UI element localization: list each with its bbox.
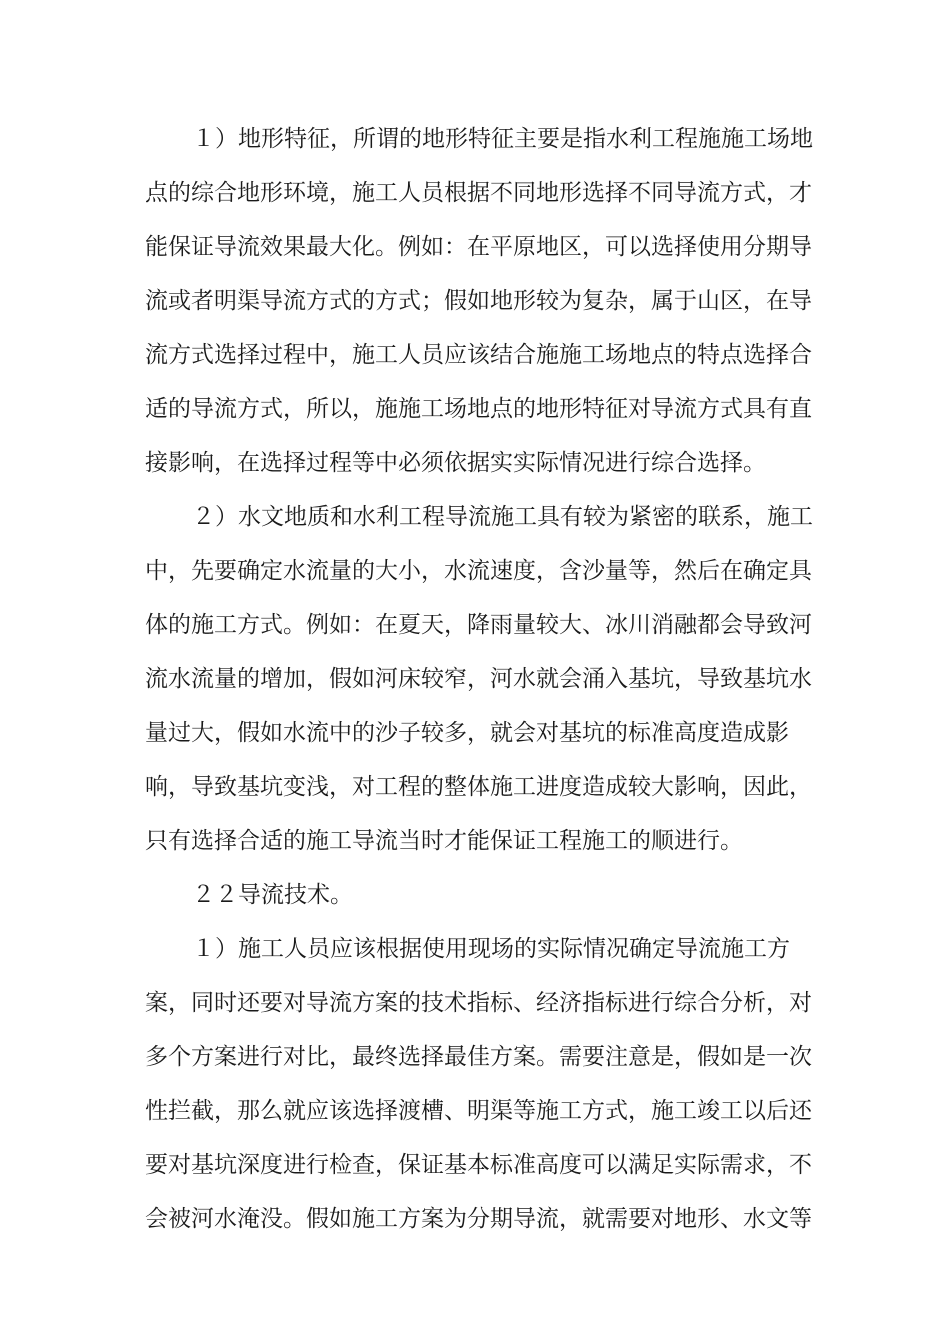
paragraph-1-line-7: 接影响，在选择过程等中必须依据实实际情况进行综合选择。 bbox=[145, 450, 766, 476]
paragraph-3-line-2: 案，同时还要对导流方案的技术指标、经济指标进行综合分析，对 bbox=[145, 990, 812, 1016]
paragraph-2-line-3: 体的施工方式。例如：在夏天，降雨量较大、冰川消融都会导致河 bbox=[145, 612, 812, 638]
paragraph-3-line-1: １）施工人员应该根据使用现场的实际情况确定导流施工方 bbox=[192, 936, 790, 962]
paragraph-1-line-5: 流方式选择过程中，施工人员应该结合施施工场地点的特点选择合 bbox=[145, 342, 812, 368]
paragraph-1-line-4: 流或者明渠导流方式的方式；假如地形较为复杂，属于山区，在导 bbox=[145, 288, 812, 314]
paragraph-3-line-6: 会被河水淹没。假如施工方案为分期导流，就需要对地形、水文等 bbox=[145, 1206, 812, 1232]
paragraph-2-line-2: 中，先要确定水流量的大小，水流速度，含沙量等，然后在确定具 bbox=[145, 558, 812, 584]
paragraph-2-line-5: 量过大，假如水流中的沙子较多，就会对基坑的标准高度造成影 bbox=[145, 720, 789, 746]
paragraph-1-line-3: 能保证导流效果最大化。例如：在平原地区，可以选择使用分期导 bbox=[145, 234, 812, 260]
section-heading: ２２导流技术。 bbox=[192, 882, 353, 908]
paragraph-3-line-4: 性拦截，那么就应该选择渡槽、明渠等施工方式，施工竣工以后还 bbox=[145, 1098, 812, 1124]
paragraph-3-line-3: 多个方案进行对比，最终选择最佳方案。需要注意是，假如是一次 bbox=[145, 1044, 812, 1070]
paragraph-2-line-4: 流水流量的增加，假如河床较窄，河水就会涌入基坑，导致基坑水 bbox=[145, 666, 812, 692]
paragraph-3-line-5: 要对基坑深度进行检查，保证基本标准高度可以满足实际需求，不 bbox=[145, 1152, 812, 1178]
paragraph-2-line-6: 响，导致基坑变浅，对工程的整体施工进度造成较大影响，因此， bbox=[145, 774, 812, 800]
paragraph-2-line-7: 只有选择合适的施工导流当时才能保证工程施工的顺进行。 bbox=[145, 828, 743, 854]
paragraph-2-line-1: ２）水文地质和水利工程导流施工具有较为紧密的联系，施工 bbox=[192, 504, 813, 530]
paragraph-1-line-1: １）地形特征，所谓的地形特征主要是指水利工程施施工场地 bbox=[192, 126, 813, 152]
paragraph-1-line-6: 适的导流方式，所以，施施工场地点的地形特征对导流方式具有直 bbox=[145, 396, 812, 422]
paragraph-1-line-2: 点的综合地形环境，施工人员根据不同地形选择不同导流方式，才 bbox=[145, 180, 812, 206]
